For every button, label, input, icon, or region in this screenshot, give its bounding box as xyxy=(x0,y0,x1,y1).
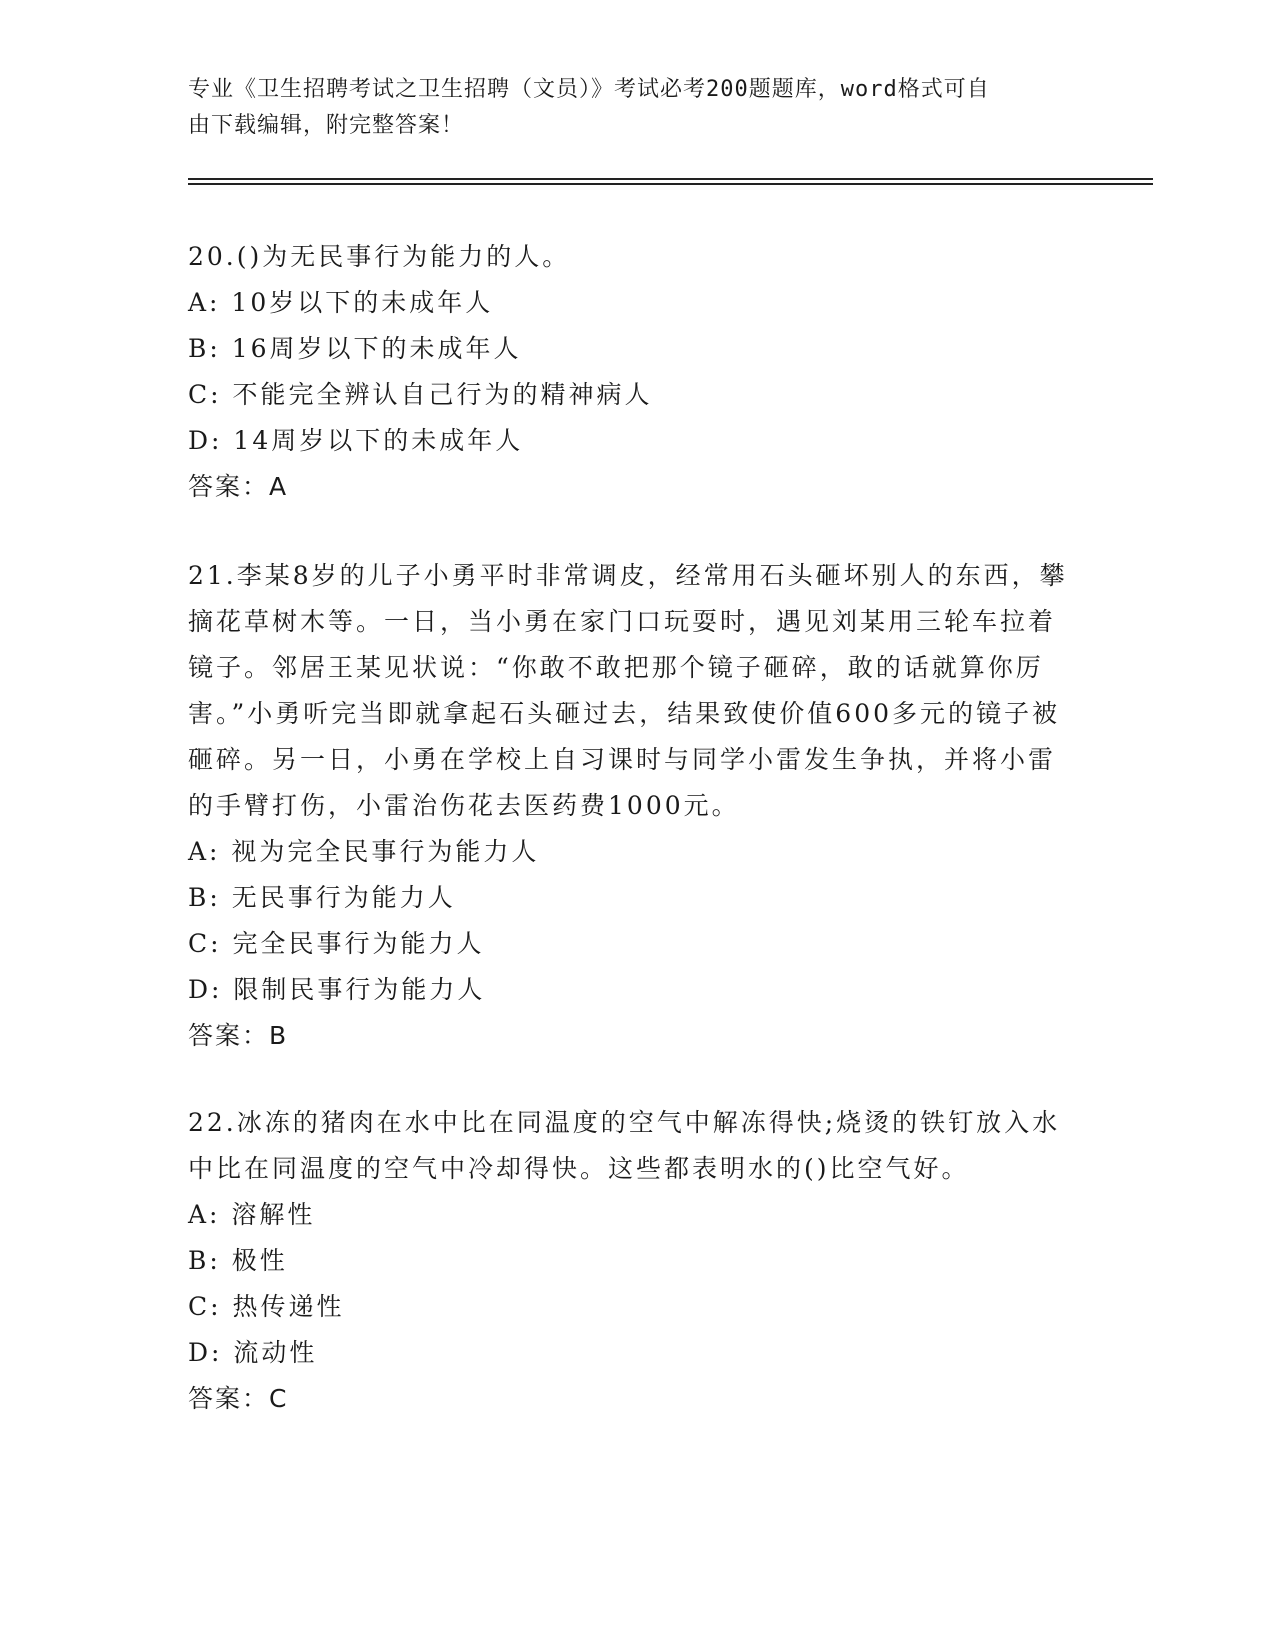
question-stem: 22.冰冻的猪肉在水中比在同温度的空气中解冻得快;烧烫的铁钉放入水中比在同温度的空气中冷却得快。这些都表明水的()比空气好。 xyxy=(188,1108,1061,1183)
answer-line: 答案：B xyxy=(188,1021,289,1050)
answer-line: 答案：A xyxy=(188,472,289,501)
option-d: D: 14周岁以下的未成年人 xyxy=(188,426,524,455)
option-a: A: 10岁以下的未成年人 xyxy=(188,288,494,317)
option-c: C: 完全民事行为能力人 xyxy=(188,929,485,958)
option-a: A: 视为完全民事行为能力人 xyxy=(188,837,540,866)
header-line-1: 专业《卫生招聘考试之卫生招聘（文员）》考试必考200题题库，word格式可自 xyxy=(188,77,990,102)
option-d: D: 限制民事行为能力人 xyxy=(188,975,486,1004)
question-stem: 21.李某8岁的儿子小勇平时非常调皮，经常用石头砸坏别人的东西，攀摘花草树木等。一日，当小勇在家门口玩耍时，遇见刘某用三轮车拉着镜子。邻居王某见状说：“你敢不敢把那个镜子砸碎，敢的话就算你厉害。”小勇听完当即就拿起石头砸过去，结果致使价值600多元的镜子被砸碎。另一日，小勇在学校上自习课时与同学小雷发生争执，并将小雷的手臂打伤，小雷治伤花去医药费1000元。 xyxy=(188,561,1068,820)
question-20 xyxy=(188,234,1068,510)
option-b: B: 16周岁以下的未成年人 xyxy=(188,334,522,363)
answer-line: 答案：C xyxy=(188,1384,289,1413)
option-b: B: 无民事行为能力人 xyxy=(188,883,456,912)
header-divider-top xyxy=(188,178,1153,180)
option-c: C: 热传递性 xyxy=(188,1292,345,1321)
header-line-2: 由下载编辑，附完整答案！ xyxy=(188,113,465,138)
question-22 xyxy=(188,1100,1068,1422)
option-d: D: 流动性 xyxy=(188,1338,318,1367)
option-b: B: 极性 xyxy=(188,1246,288,1275)
document-header xyxy=(188,72,1078,144)
question-21 xyxy=(188,553,1068,1059)
header-divider-bottom xyxy=(188,183,1153,185)
option-c: C: 不能完全辨认自己行为的精神病人 xyxy=(188,380,653,409)
question-stem: 20.()为无民事行为能力的人。 xyxy=(188,242,571,271)
option-a: A: 溶解性 xyxy=(188,1200,316,1229)
